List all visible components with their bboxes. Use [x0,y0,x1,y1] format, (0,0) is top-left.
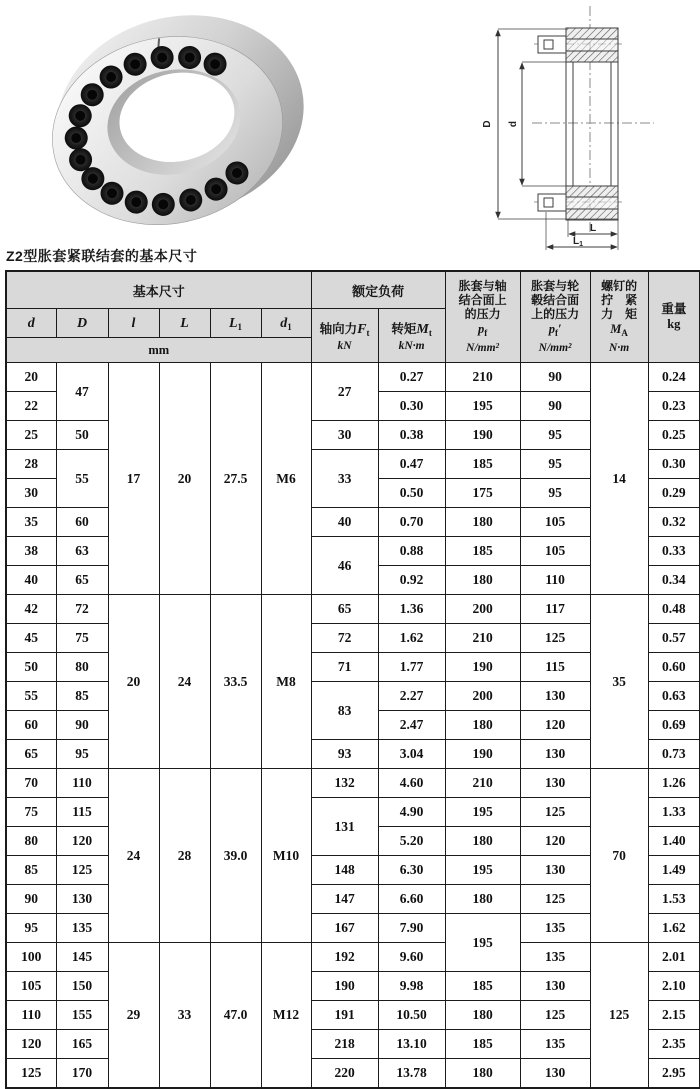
spec-cell: 110 [6,1001,56,1030]
spec-cell: 1.62 [648,914,700,943]
spec-cell: 125 [6,1059,56,1089]
spec-cell: 180 [445,711,520,740]
weight-unit: kg [667,317,681,331]
spec-cell: 13.78 [378,1059,445,1089]
spec-cell: 120 [56,827,108,856]
spec-cell: 0.30 [648,450,700,479]
pressure-shaft-unit: N/mm² [466,342,500,354]
spec-cell: 125 [520,1001,590,1030]
spec-cell: 135 [520,943,590,972]
spec-cell: 85 [6,856,56,885]
spec-cell: 35 [590,595,648,769]
screw-torque-line3: 力 矩 [601,307,638,321]
col-header-screw-torque: 螺钉的 拧 紧 力 矩 $M_A$ N·m [590,271,648,363]
spec-cell: 40 [311,508,378,537]
dim-label-L1: $L_1$ [572,236,584,248]
spec-cell: 29 [108,943,159,1089]
spec-cell: 50 [56,421,108,450]
spec-cell: 180 [445,1059,520,1089]
spec-cell: 1.77 [378,653,445,682]
spec-row [6,595,700,624]
section-drawing [476,0,700,250]
spec-cell: 90 [56,711,108,740]
spec-cell: 132 [311,769,378,798]
spec-cell: 75 [56,624,108,653]
spec-cell: 185 [445,450,520,479]
spec-cell: 4.60 [378,769,445,798]
spec-cell: 100 [6,943,56,972]
spec-cell: 9.60 [378,943,445,972]
spec-cell: 30 [311,421,378,450]
spec-cell: 85 [56,682,108,711]
spec-cell: 28 [159,769,210,943]
spec-cell: 22 [6,392,56,421]
spec-cell: 20 [6,363,56,392]
spec-cell: 90 [520,392,590,421]
spec-cell: 95 [56,740,108,769]
spec-cell: 170 [56,1059,108,1089]
spec-cell: 42 [6,595,56,624]
spec-cell: 130 [520,682,590,711]
spec-cell: 0.60 [648,653,700,682]
spec-cell: 90 [6,885,56,914]
spec-cell: 120 [520,827,590,856]
spec-cell: 0.34 [648,566,700,595]
spec-cell: 1.49 [648,856,700,885]
col-header-pressure-hub: 胀套与轮 毂结合面 上的压力 $p_f'$ N/mm² [520,271,590,363]
spec-cell: 180 [445,885,520,914]
spec-cell: 150 [56,972,108,1001]
spec-cell: 125 [520,798,590,827]
spec-cell: 1.36 [378,595,445,624]
spec-cell: 20 [159,363,210,595]
spec-cell: 60 [6,711,56,740]
col-header-d1: $d_1$ [261,309,311,338]
spec-cell: 0.47 [378,450,445,479]
pressure-hub-line1: 胀套与轮 [531,279,580,293]
spec-cell: 2.10 [648,972,700,1001]
spec-cell: 190 [445,740,520,769]
spec-cell: 2.15 [648,1001,700,1030]
spec-cell: 0.92 [378,566,445,595]
pressure-shaft-line3: 的压力 [464,307,501,321]
spec-cell: 115 [520,653,590,682]
spec-cell: 200 [445,682,520,711]
spec-cell: 45 [6,624,56,653]
col-header-l: l [108,309,159,338]
spec-cell: 72 [56,595,108,624]
screw-torque-line1: 螺钉的 [601,279,638,293]
spec-cell: 135 [520,914,590,943]
spec-cell: 110 [56,769,108,798]
spec-cell: 5.20 [378,827,445,856]
spec-cell: 148 [311,856,378,885]
spec-cell: 27.5 [210,363,261,595]
spec-cell: 80 [56,653,108,682]
pressure-hub-unit: N/mm² [538,342,572,354]
spec-cell: 180 [445,827,520,856]
col-header-pressure-shaft: 胀套与轴 结合面上 的压力 $p_f$ N/mm² [445,271,520,363]
screw-torque-line2: 拧 紧 [601,293,638,307]
spec-cell: 0.23 [648,392,700,421]
spec-cell: 33.5 [210,595,261,769]
spec-cell: 125 [590,943,648,1089]
spec-cell: 180 [445,508,520,537]
spec-cell: 192 [311,943,378,972]
dim-label-D: D [482,120,493,128]
spec-cell: 65 [56,566,108,595]
col-header-D: D [56,309,108,338]
screw-head-bottom [538,194,566,211]
axial-force-unit: kN [337,339,352,352]
pressure-hub-line2: 毂结合面 [531,293,580,307]
page-title: Z2型胀套紧联结套的基本尺寸 [6,248,198,264]
spec-cell: 55 [56,450,108,508]
spec-cell: 27 [311,363,378,421]
spec-cell: 165 [56,1030,108,1059]
spec-cell: 210 [445,363,520,392]
spec-cell: M10 [261,769,311,943]
spec-cell: 0.25 [648,421,700,450]
spec-cell: 210 [445,624,520,653]
spec-cell: 17 [108,363,159,595]
spec-cell: 95 [6,914,56,943]
spec-cell: 185 [445,1030,520,1059]
spec-table [5,270,700,1089]
spec-cell: 2.27 [378,682,445,711]
spec-cell: 210 [445,769,520,798]
spec-cell: 115 [56,798,108,827]
spec-cell: 110 [520,566,590,595]
spec-cell: 14 [590,363,648,595]
spec-cell: 175 [445,479,520,508]
spec-cell: 2.35 [648,1030,700,1059]
spec-cell: 130 [520,1059,590,1089]
torque-unit: kN·m [398,339,425,352]
spec-cell: 135 [56,914,108,943]
col-header-axial-force: 轴向力$F_t$ kN [311,309,378,363]
spec-cell: 147 [311,885,378,914]
spec-cell: 0.63 [648,682,700,711]
spec-cell: 55 [6,682,56,711]
spec-cell: 90 [520,363,590,392]
spec-table-body [6,363,700,1089]
spec-cell: 0.48 [648,595,700,624]
spec-cell: 0.24 [648,363,700,392]
spec-cell: 24 [108,769,159,943]
col-header-L: L [159,309,210,338]
spec-cell: 0.73 [648,740,700,769]
screw-head-top [538,36,566,53]
spec-cell: 25 [6,421,56,450]
spec-cell: 2.95 [648,1059,700,1089]
spec-cell: 0.27 [378,363,445,392]
spec-cell: 167 [311,914,378,943]
sleeve-ring-graphic [31,8,324,240]
col-group-basic-dims: 基本尺寸 [6,271,311,309]
spec-cell: 6.60 [378,885,445,914]
col-header-L1: $L_1$ [210,309,261,338]
spec-cell: 218 [311,1030,378,1059]
spec-cell: 130 [520,740,590,769]
spec-cell: 2.01 [648,943,700,972]
spec-cell: 1.26 [648,769,700,798]
col-header-d: d [6,309,56,338]
spec-cell: 105 [520,508,590,537]
top-area [0,0,700,248]
spec-cell: 65 [311,595,378,624]
product-photo [20,8,330,240]
spec-cell: 93 [311,740,378,769]
spec-cell: 71 [311,653,378,682]
weight-label: 重量 [661,302,687,316]
spec-cell: 50 [6,653,56,682]
spec-cell: 80 [6,827,56,856]
spec-cell: 28 [6,450,56,479]
spec-cell: 135 [520,1030,590,1059]
spec-cell: 35 [6,508,56,537]
spec-cell: 65 [6,740,56,769]
spec-cell: 9.98 [378,972,445,1001]
spec-cell: 185 [445,537,520,566]
screw-torque-symbol: M [610,322,622,336]
spec-cell: M6 [261,363,311,595]
spec-cell: M12 [261,943,311,1089]
spec-cell: 70 [590,769,648,943]
spec-cell: 195 [445,392,520,421]
pressure-hub-line3: 上的压力 [531,307,580,321]
dim-label-d: d [508,120,519,128]
spec-cell: 95 [520,450,590,479]
pressure-shaft-line1: 胀套与轴 [458,279,507,293]
spec-cell: 33 [311,450,378,508]
spec-cell: 180 [445,566,520,595]
spec-cell: 191 [311,1001,378,1030]
spec-cell: 131 [311,798,378,856]
spec-cell: 220 [311,1059,378,1089]
col-group-rated-load: 额定负荷 [311,271,445,309]
spec-cell: 20 [108,595,159,769]
spec-cell: 13.10 [378,1030,445,1059]
spec-cell: 60 [56,508,108,537]
spec-cell: 4.90 [378,798,445,827]
spec-cell: 33 [159,943,210,1089]
spec-cell: 190 [445,421,520,450]
screw-torque-unit: N·m [609,342,630,354]
spec-cell: 185 [445,972,520,1001]
basic-dims-unit: mm [6,338,311,363]
spec-cell: 95 [520,479,590,508]
spec-cell: 0.88 [378,537,445,566]
spec-cell: 130 [56,885,108,914]
spec-cell: 1.33 [648,798,700,827]
spec-cell: 195 [445,914,520,972]
spec-cell: 0.32 [648,508,700,537]
spec-cell: 0.38 [378,421,445,450]
spec-cell: 195 [445,856,520,885]
spec-table-head [6,271,700,363]
spec-cell: 0.70 [378,508,445,537]
spec-cell: 0.30 [378,392,445,421]
spec-cell: 125 [520,885,590,914]
spec-cell: 1.40 [648,827,700,856]
spec-cell: 0.50 [378,479,445,508]
spec-cell: 145 [56,943,108,972]
spec-cell: 0.69 [648,711,700,740]
spec-cell: 75 [6,798,56,827]
spec-cell: 125 [520,624,590,653]
spec-cell: 1.62 [378,624,445,653]
spec-cell: 180 [445,1001,520,1030]
col-header-torque: 转矩$M_t$ kN·m [378,309,445,363]
spec-cell: 105 [520,537,590,566]
spec-cell: 155 [56,1001,108,1030]
spec-cell: 46 [311,537,378,595]
spec-cell: 39.0 [210,769,261,943]
spec-cell: 190 [445,653,520,682]
spec-cell: 63 [56,537,108,566]
spec-cell: 130 [520,856,590,885]
spec-cell: 38 [6,537,56,566]
spec-cell: M8 [261,595,311,769]
spec-cell: 30 [6,479,56,508]
spec-cell: 0.57 [648,624,700,653]
dim-label-L: L [589,223,597,234]
spec-row [6,769,700,798]
pressure-shaft-line2: 结合面上 [458,293,507,307]
spec-cell: 105 [6,972,56,1001]
spec-cell: 1.53 [648,885,700,914]
col-header-weight [648,271,700,363]
spec-cell: 95 [520,421,590,450]
spec-cell: 24 [159,595,210,769]
spec-cell: 2.47 [378,711,445,740]
spec-cell: 47 [56,363,108,421]
spec-cell: 10.50 [378,1001,445,1030]
spec-cell: 3.04 [378,740,445,769]
spec-cell: 40 [6,566,56,595]
spec-cell: 120 [6,1030,56,1059]
spec-cell: 72 [311,624,378,653]
spec-row [6,943,700,972]
spec-cell: 6.30 [378,856,445,885]
pressure-shaft-symbol: p [477,322,485,336]
spec-cell: 200 [445,595,520,624]
spec-cell: 190 [311,972,378,1001]
spec-cell: 47.0 [210,943,261,1089]
spec-cell: 0.33 [648,537,700,566]
spec-cell: 83 [311,682,378,740]
spec-cell: 7.90 [378,914,445,943]
spec-cell: 70 [6,769,56,798]
spec-row [6,363,700,392]
spec-cell: 125 [56,856,108,885]
spec-cell: 117 [520,595,590,624]
spec-cell: 195 [445,798,520,827]
spec-cell: 130 [520,769,590,798]
spec-cell: 120 [520,711,590,740]
pressure-hub-symbol: p [548,322,555,336]
spec-cell: 130 [520,972,590,1001]
spec-cell: 0.29 [648,479,700,508]
